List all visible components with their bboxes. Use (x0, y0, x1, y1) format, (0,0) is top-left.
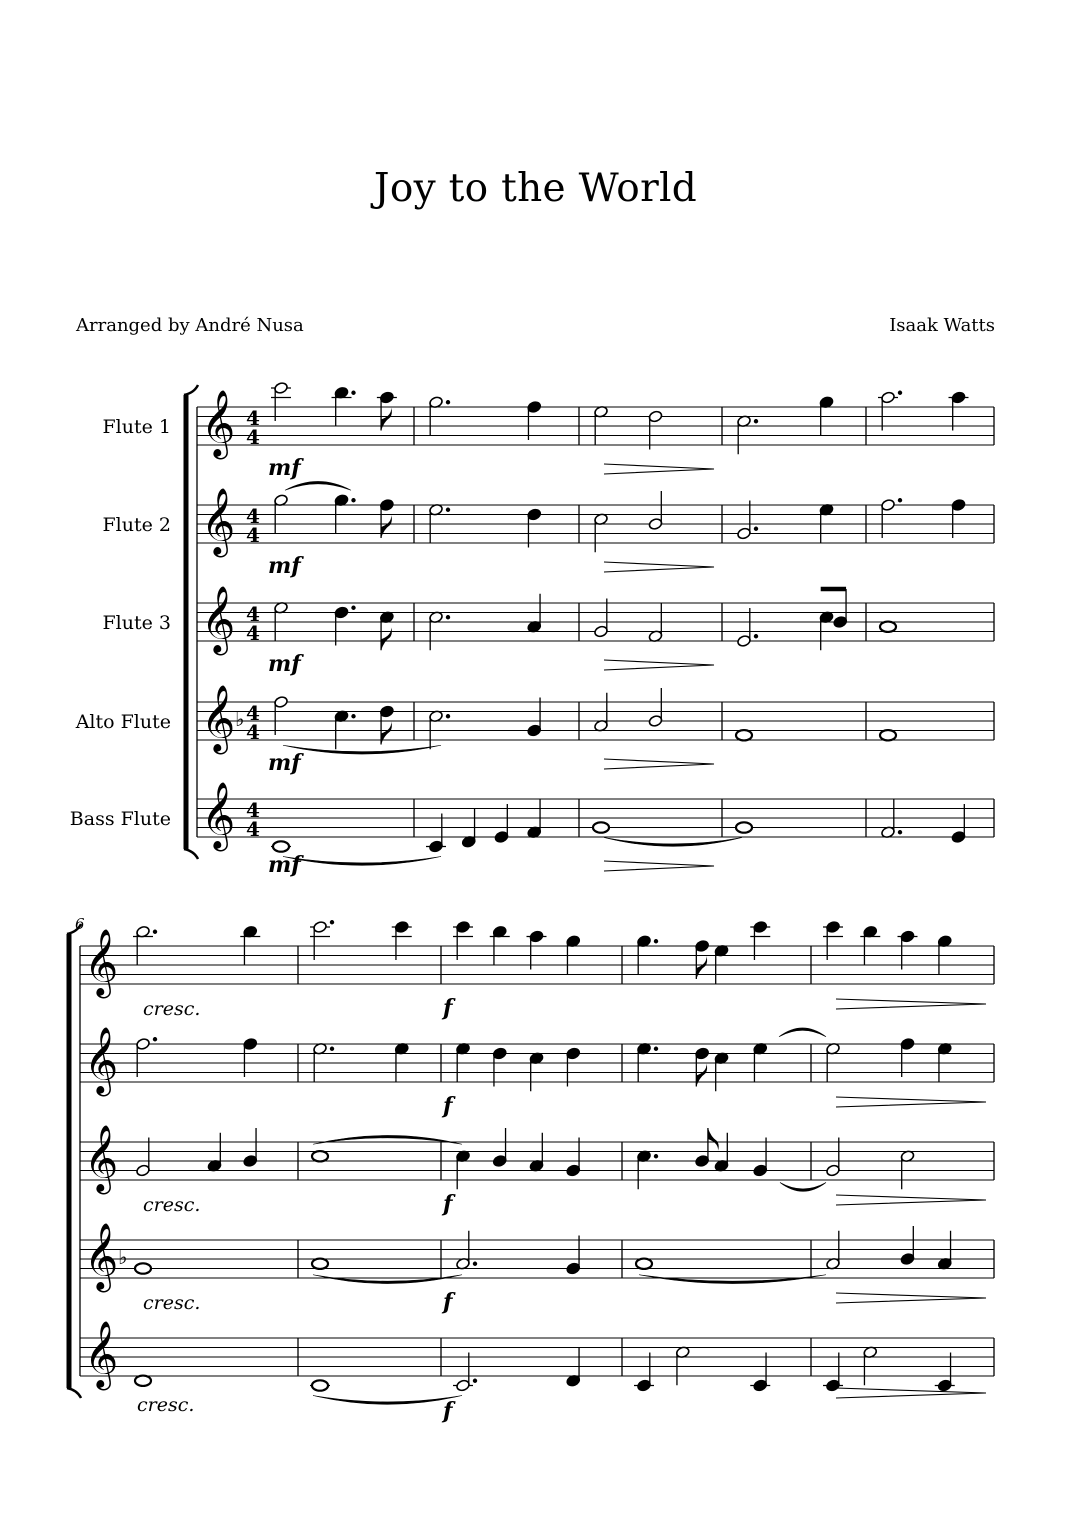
time-signature-numerator: 4 (246, 602, 260, 626)
diminuendo-hairpin (836, 1388, 986, 1398)
diminuendo-hairpin (836, 1097, 986, 1107)
time-signature-numerator: 4 (246, 406, 260, 430)
dynamic-mezzo-forte: mf (268, 553, 301, 579)
tie (604, 838, 742, 847)
augmentation-dot (654, 939, 658, 943)
treble-clef-glyph: 𝄞 (84, 1319, 119, 1388)
treble-clef-glyph: 𝄞 (201, 486, 236, 555)
treble-clef-icon (201, 585, 235, 656)
augmentation-dot (446, 508, 450, 512)
notehead (636, 1259, 652, 1269)
treble-clef-glyph: 𝄞 (84, 1221, 119, 1290)
augmentation-dot (351, 498, 355, 502)
composer-credit: Isaak Watts (889, 315, 995, 336)
diminuendo-hairpin (836, 1195, 986, 1205)
time-signature-denominator: 4 (246, 817, 260, 841)
bracket-bottom-curl (184, 849, 198, 859)
treble-clef-glyph: 𝄞 (84, 927, 119, 996)
augmentation-dot (754, 527, 758, 531)
augmentation-dot (754, 634, 758, 638)
dynamic-forte: f (443, 1093, 453, 1119)
instrument-label: Alto Flute (75, 711, 171, 733)
score-title: Joy to the World (373, 166, 698, 211)
augmentation-dot (446, 400, 450, 404)
treble-clef-glyph: 𝄞 (84, 1123, 119, 1192)
tie (283, 857, 441, 866)
flat-sign-icon: ♭ (118, 1245, 128, 1269)
augmentation-dot (654, 1154, 658, 1158)
treble-clef-icon (201, 781, 235, 852)
notehead (135, 1376, 151, 1386)
dynamic-forte: f (443, 1289, 453, 1315)
instrument-label: Bass Flute (69, 808, 171, 830)
eighth-flag (381, 627, 392, 650)
notehead (312, 1259, 328, 1269)
treble-clef-icon (84, 1222, 118, 1293)
time-signature-numerator: 4 (246, 504, 260, 528)
diminuendo-hairpin (836, 999, 986, 1009)
augmentation-dot (446, 615, 450, 619)
arranger-credit: Arranged by André Nusa (76, 315, 304, 336)
diminuendo-hairpin (604, 464, 714, 474)
treble-clef-glyph: 𝄞 (201, 388, 236, 457)
augmentation-dot (898, 498, 902, 502)
treble-clef-icon (84, 1124, 118, 1195)
augmentation-dot (330, 920, 334, 924)
crescendo-marking: cresc. (143, 1194, 201, 1216)
diminuendo-hairpin (836, 1293, 986, 1303)
tie (780, 1183, 826, 1192)
time-signature-denominator: 4 (246, 621, 260, 645)
diminuendo-hairpin (604, 562, 714, 572)
treble-clef-glyph: 𝄞 (201, 584, 236, 653)
augmentation-dot (351, 714, 355, 718)
augmentation-dot (898, 391, 902, 395)
treble-clef-icon (201, 487, 235, 558)
tie (313, 1275, 462, 1284)
eighth-flag (696, 1064, 707, 1087)
time-signature-numerator: 4 (246, 701, 260, 725)
instrument-label: Flute 3 (102, 612, 171, 634)
notehead (312, 1380, 328, 1390)
dynamic-mezzo-forte: mf (268, 750, 301, 776)
eighth-flag (708, 1128, 719, 1151)
augmentation-dot (446, 714, 450, 718)
crescendo-marking: cresc. (137, 1394, 195, 1416)
eighth-flag (381, 408, 392, 431)
measure-number: 6 (75, 915, 85, 933)
bracket-top-curl (184, 385, 198, 395)
notehead (880, 730, 896, 740)
augmentation-dot (898, 830, 902, 834)
treble-clef-icon (84, 928, 118, 999)
treble-clef-glyph: 𝄞 (84, 1025, 119, 1094)
treble-clef-icon (201, 684, 235, 755)
eighth-flag (381, 722, 392, 745)
notehead (736, 822, 752, 832)
augmentation-dot (654, 1047, 658, 1051)
treble-clef-icon (84, 1320, 118, 1391)
time-signature-denominator: 4 (246, 720, 260, 744)
eighth-flag (381, 515, 392, 538)
diminuendo-hairpin (604, 660, 714, 670)
eighth-flag (696, 956, 707, 979)
treble-clef-glyph: 𝄞 (201, 683, 236, 752)
bracket-bottom-curl (67, 1388, 81, 1398)
tie (779, 1028, 826, 1037)
notehead (135, 1263, 151, 1273)
dynamic-forte: f (443, 1398, 453, 1424)
tie (313, 1396, 462, 1405)
dynamic-mezzo-forte: mf (268, 455, 301, 481)
augmentation-dot (754, 419, 758, 423)
tie (283, 745, 441, 754)
notehead (736, 730, 752, 740)
notehead (593, 822, 609, 832)
time-signature-denominator: 4 (246, 523, 260, 547)
dynamic-mezzo-forte: mf (268, 651, 301, 677)
time-signature-numerator: 4 (246, 798, 260, 822)
augmentation-dot (153, 1037, 157, 1041)
dynamic-forte: f (443, 1191, 453, 1217)
treble-clef-icon (84, 1026, 118, 1097)
augmentation-dot (153, 930, 157, 934)
augmentation-dot (351, 606, 355, 610)
dynamic-mezzo-forte: mf (268, 852, 301, 878)
notehead (312, 1151, 328, 1161)
diminuendo-hairpin (604, 759, 714, 769)
instrument-label: Flute 2 (102, 514, 171, 536)
crescendo-marking: cresc. (143, 1292, 201, 1314)
treble-clef-icon (201, 389, 235, 460)
flat-sign-icon: ♭ (235, 707, 245, 731)
treble-clef-glyph: 𝄞 (201, 780, 236, 849)
augmentation-dot (473, 1262, 477, 1266)
tie (313, 1135, 462, 1144)
diminuendo-hairpin (604, 861, 714, 871)
tie (639, 1275, 826, 1284)
instrument-label: Flute 1 (102, 416, 171, 438)
dynamic-forte: f (443, 995, 453, 1021)
tie (285, 481, 351, 490)
crescendo-marking: cresc. (143, 998, 201, 1020)
notehead (880, 622, 896, 632)
augmentation-dot (351, 391, 355, 395)
augmentation-dot (330, 1047, 334, 1051)
augmentation-dot (473, 1379, 477, 1383)
time-signature-denominator: 4 (246, 425, 260, 449)
notehead (273, 841, 289, 851)
